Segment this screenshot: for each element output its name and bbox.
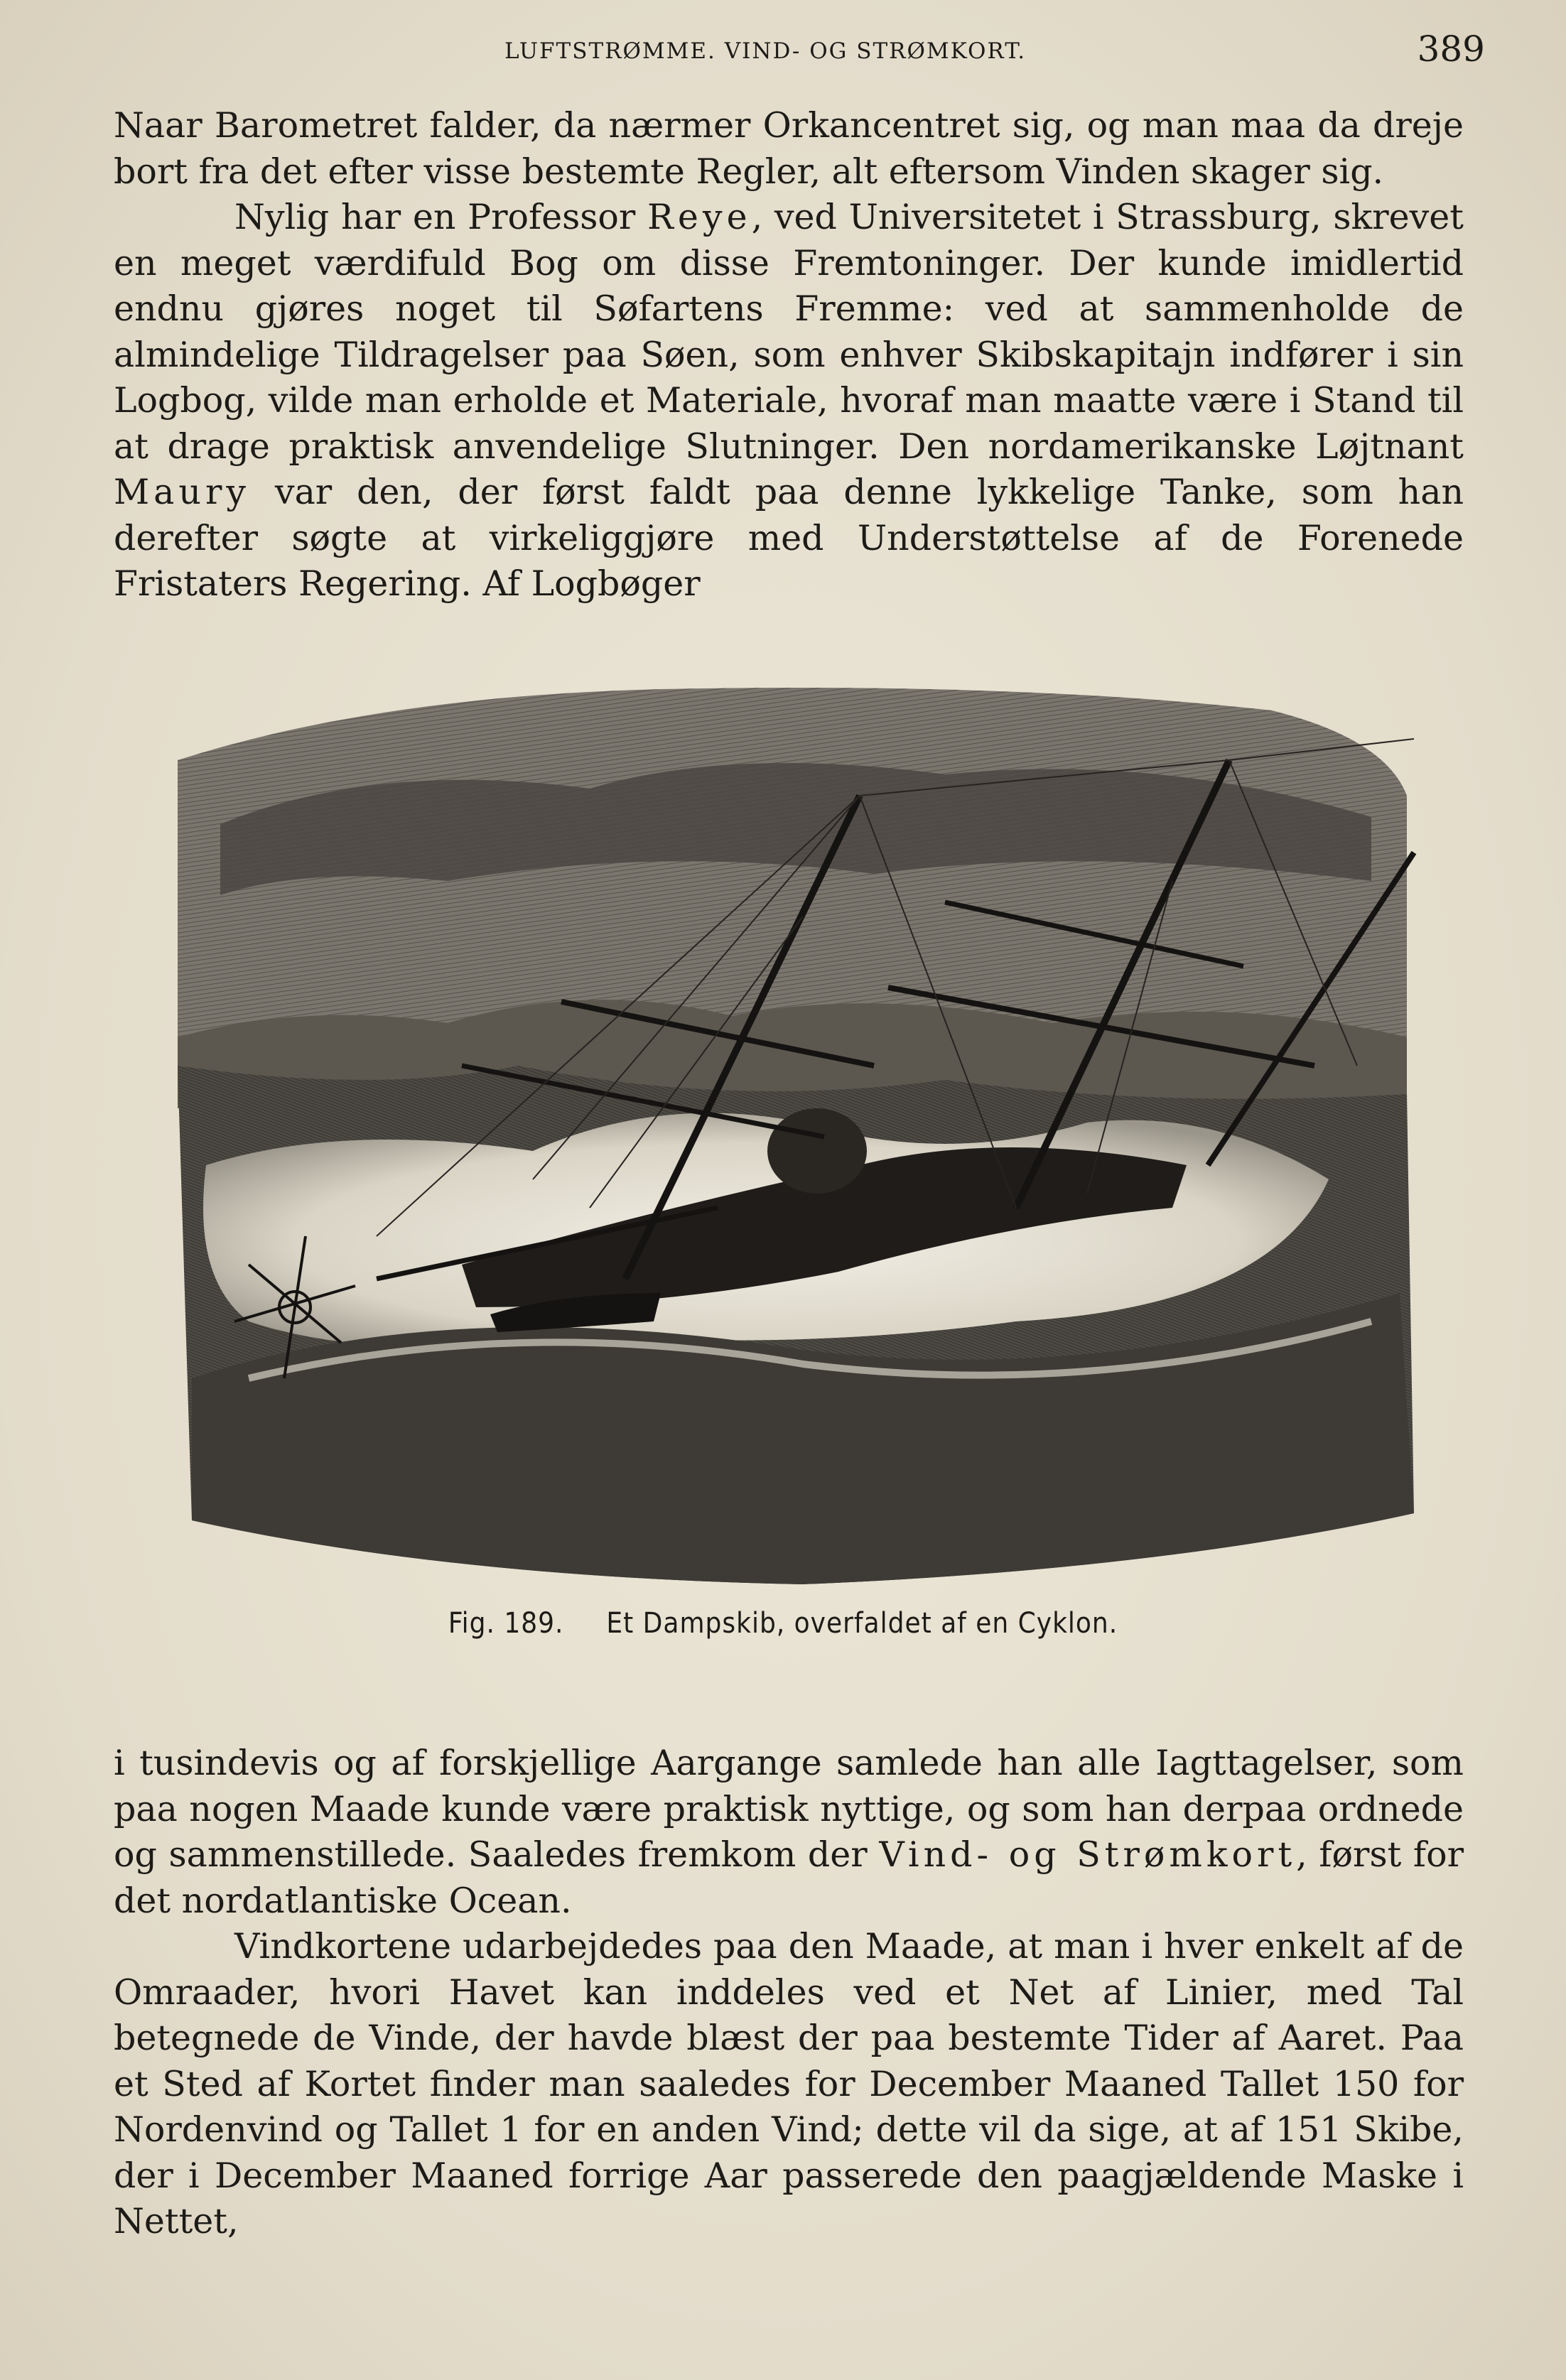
paragraph <box>114 1924 1464 2245</box>
figure-caption <box>0 1607 1566 1640</box>
spaced-term-vind-og-stroemkort: Vind- og Strømkort <box>879 1834 1297 1875</box>
spaced-name-maury: Maury <box>114 472 251 512</box>
paragraph <box>114 195 1464 607</box>
body-text-bottom <box>114 1741 1464 2245</box>
figure-caption-text: Et Dampskib, overfaldet af en Cyklon. <box>606 1607 1118 1640</box>
header-title: LUFTSTRØMME. VIND- OG STRØMKORT. <box>504 38 1027 64</box>
running-header <box>107 28 1485 78</box>
ship-engraving-figure <box>163 668 1428 1599</box>
paragraph <box>114 103 1464 195</box>
text-span: Nylig har en Professor <box>234 197 648 237</box>
ship-engraving-illustration <box>163 668 1428 1599</box>
text-span: Naar Barometret falder, da nærmer Orkancentret sig, og man maa da dreje bort fra det efter visse bestemte Regler, alt eftersom Vinden skager sig. <box>114 105 1464 192</box>
spaced-name-reye: Reye <box>647 197 752 237</box>
text-span: , først for det nordatlantiske Ocean. <box>114 1834 1464 1921</box>
body-text-top <box>114 103 1464 607</box>
figure-number: Fig. 189. <box>448 1607 564 1640</box>
text-span: var den, der først faldt paa denne lykkelige Tanke, som han derefter søgte at virkeliggjøre med Understøttelse af de Forenede Fristaters Regering. Af Logbøger <box>114 472 1464 604</box>
text-span: , ved Universitetet i Strassburg, skrevet en meget værdifuld Bog om disse Fremtoninger. Der kunde imidlertid endnu gjøres noget til Søfartens Fremme: ved at sammenholde de almindelige Tildragelser paa Søen, som enhver Skibskapitajn indfører i sin Logbog, vilde man erholde et Materiale, hvoraf man maatte være i Stand til at drage praktisk anvendelige Slutninger. Den nordamerikanske Løjtnant <box>114 197 1464 467</box>
page-number: 389 <box>1417 28 1485 70</box>
text-span: Vindkortene udarbejdedes paa den Maade, at man i hver enkelt af de Omraader, hvori Havet kan inddeles ved et Net af Linier, med Tal betegnede de Vinde, der havde blæst der paa bestemte Tider af Aaret. Paa et Sted af Kortet finder man saaledes for December Maaned Tallet 150 for Nordenvind og Tallet 1 for en anden Vind; dette vil da sige, at af 151 Skibe, der i December Maaned forrige Aar passerede den paagjældende Maske i Nettet, <box>114 1926 1464 2241</box>
paragraph <box>114 1741 1464 1924</box>
text-span: i tusindevis og af forskjellige Aargange samlede han alle Iagttagelser, som paa nogen Maade kunde være praktisk nyttige, og som han derpaa ordnede og sammenstillede. Saaledes fremkom der <box>114 1743 1464 1875</box>
